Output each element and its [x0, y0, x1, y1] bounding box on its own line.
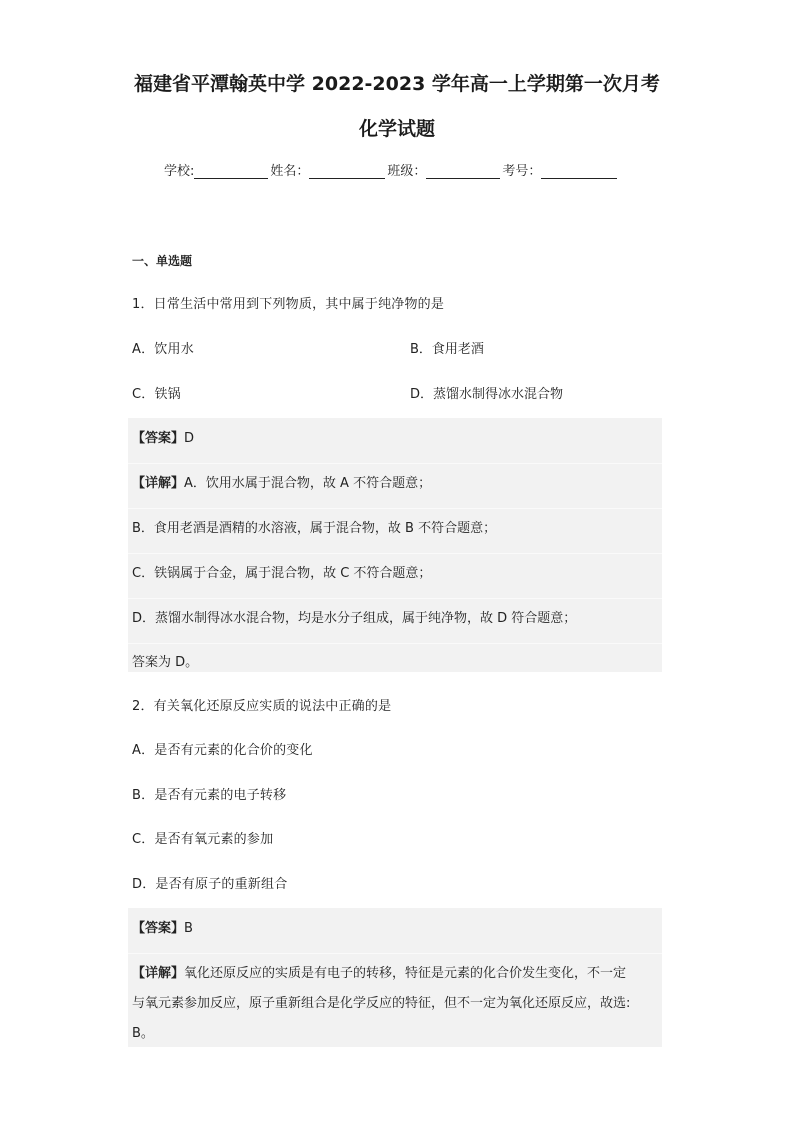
q1-stem: 1．日常生活中常用到下列物质，其中属于纯净物的是 — [132, 297, 445, 312]
student-info-line — [164, 160, 619, 179]
q1-detail-1: 【详解】A．饮用水属于混合物，故 A 不符合题意； — [132, 476, 432, 491]
detail-label: 【详解】 — [132, 966, 185, 981]
exam-no-blank[interactable] — [541, 164, 617, 179]
q2-option-d: D．是否有原子的重新组合 — [132, 877, 288, 892]
q2-option-b: B．是否有元素的电子转移 — [132, 788, 287, 803]
class-blank[interactable] — [426, 164, 500, 179]
q2-answer — [132, 917, 193, 936]
q1-detail-3: C．铁锅属于合金，属于混合物，故 C 不符合题意； — [132, 566, 432, 581]
exam-subtitle: 化学试题 — [358, 118, 435, 140]
q1-detail-4: D．蒸馏水制得冰水混合物，均是水分子组成，属于纯净物，故 D 符合题意； — [132, 611, 577, 626]
q1-option-c: C．铁锅 — [132, 387, 181, 402]
answer-label: 【答案】 — [132, 431, 185, 446]
q2-option-a: A．是否有元素的化合价的变化 — [132, 743, 313, 758]
name-label: 姓名： — [270, 164, 310, 179]
answer-value: B — [184, 921, 193, 936]
answer-value: D — [184, 431, 195, 446]
q2-answer-box — [128, 908, 662, 1047]
q2-detail-3: B。 — [132, 1026, 154, 1041]
q1-option-b: B．食用老酒 — [410, 342, 484, 357]
answer-label: 【答案】 — [132, 921, 185, 936]
q1-option-a: A．饮用水 — [132, 342, 194, 357]
school-blank[interactable] — [194, 164, 268, 179]
detail-label: 【详解】 — [132, 476, 185, 491]
q1-answer-box — [128, 418, 662, 672]
school-label: 学校: — [164, 164, 195, 179]
q1-option-d: D．蒸馏水制得冰水混合物 — [410, 387, 564, 402]
section-heading: 一、单选题 — [132, 254, 193, 268]
exam-title: 福建省平潭翰英中学 2022-2023 学年高一上学期第一次月考 — [134, 73, 660, 95]
q1-answer — [132, 427, 194, 446]
q1-detail-2: B．食用老酒是酒精的水溶液，属于混合物，故 B 不符合题意； — [132, 521, 497, 536]
q2-detail-1: 【详解】氧化还原反应的实质是有电子的转移，特征是元素的化合价发生变化，不一定 — [132, 966, 627, 981]
exam-no-label: 考号： — [502, 164, 542, 179]
q2-option-c: C．是否有氧元素的参加 — [132, 832, 274, 847]
q2-detail-2: 与氧元素参加反应，原子重新组合是化学反应的特征，但不一定为氧化还原反应，故选: — [132, 996, 631, 1011]
name-blank[interactable] — [309, 164, 385, 179]
q2-stem: 2．有关氧化还原反应实质的说法中正确的是 — [132, 699, 392, 714]
q1-detail-5: 答案为 D。 — [132, 655, 199, 670]
class-label: 班级： — [387, 164, 427, 179]
